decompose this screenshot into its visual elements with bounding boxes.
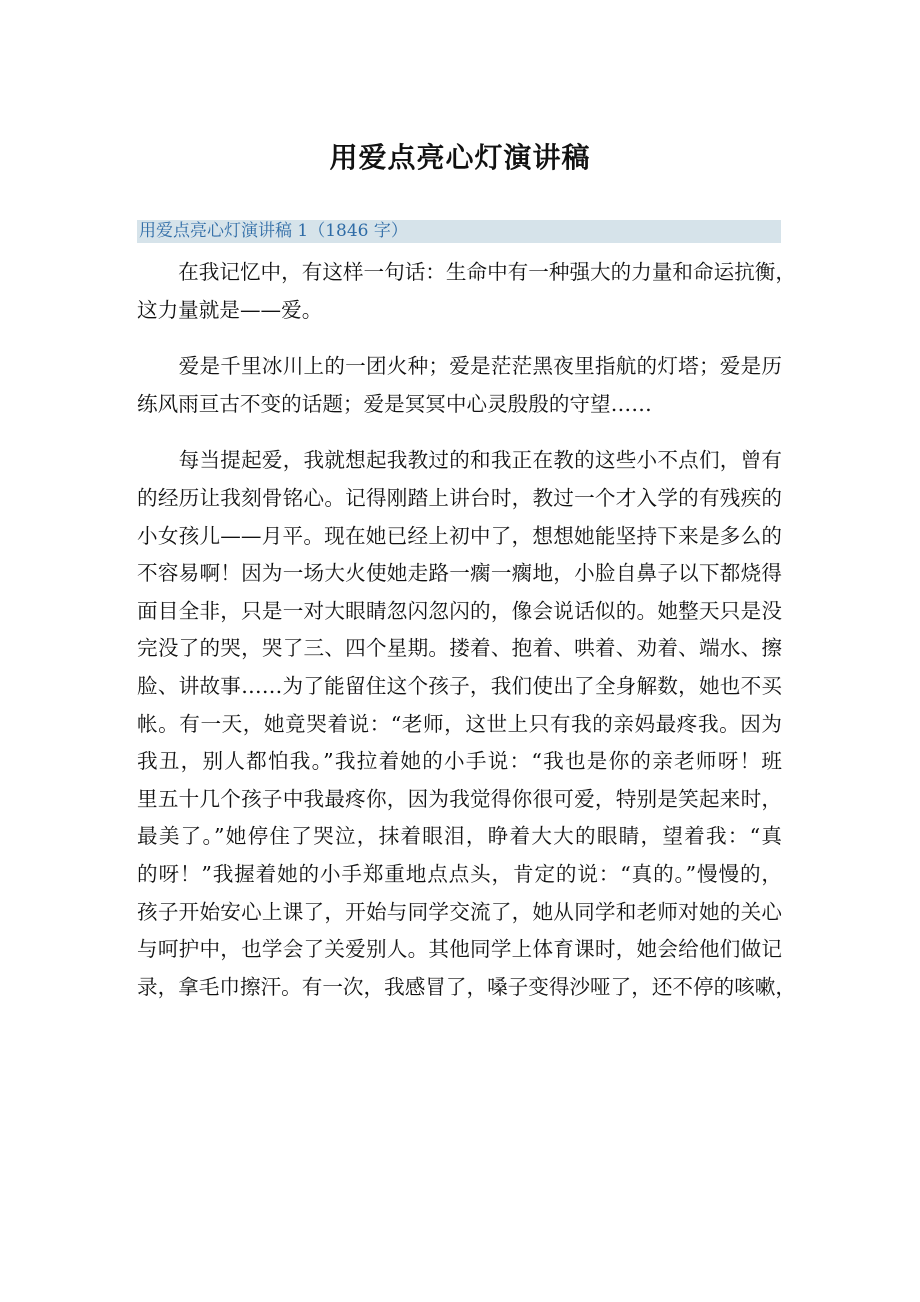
text-line: 面目全非，只是一对大眼睛忽闪忽闪的，像会说话似的。她整天只是没 xyxy=(137,598,782,623)
text-line: 与呵护中，也学会了关爱别人。其他同学上体育课时，她会给他们做记 xyxy=(137,937,782,962)
text-line: 里五十几个孩子中我最疼你，因为我觉得你很可爱，特别是笑起来时， xyxy=(137,786,782,811)
text-line: 练风雨亘古不变的话题；爱是冥冥中心灵殷殷的守望…… xyxy=(137,391,652,416)
text-line: 完没了的哭，哭了三、四个星期。搂着、抱着、哄着、劝着、端水、擦 xyxy=(137,636,782,661)
paragraph-2 xyxy=(137,348,782,423)
text-line: 每当提起爱，我就想起我教过的和我正在教的这些小不点们，曾有 xyxy=(137,448,782,473)
document-title: 用爱点亮心灯演讲稿 xyxy=(329,141,591,174)
text-line: 最美了。”她停住了哭泣，抹着眼泪，睁着大大的眼睛，望着我：“真 xyxy=(137,824,782,849)
text-line: 录，拿毛巾擦汗。有一次，我感冒了，嗓子变得沙哑了，还不停的咳嗽， xyxy=(137,974,796,999)
text-line: 不容易啊！因为一场大火使她走路一瘸一瘸地，小脸自鼻子以下都烧得 xyxy=(137,561,782,586)
text-line: 这力量就是——爱。 xyxy=(137,297,323,322)
text-line: 帐。有一天，她竟哭着说：“老师，这世上只有我的亲妈最疼我。因为 xyxy=(137,711,782,736)
document-body xyxy=(137,254,796,1006)
text-line: 小女孩儿——月平。现在她已经上初中了，想想她能坚持下来是多么的 xyxy=(137,523,782,548)
text-line: 的经历让我刻骨铭心。记得刚踏上讲台时，教过一个才入学的有残疾的 xyxy=(137,485,782,510)
text-line: 的呀！”我握着她的小手郑重地点点头，肯定的说：“真的。”慢慢的， xyxy=(137,861,782,886)
section-heading: 用爱点亮心灯演讲稿 1（1846 字） xyxy=(137,220,781,243)
text-line: 孩子开始安心上课了，开始与同学交流了，她从同学和老师对她的关心 xyxy=(137,899,782,924)
text-line: 在我记忆中，有这样一句话：生命中有一种强大的力量和命运抗衡， xyxy=(137,260,796,284)
paragraph-3 xyxy=(137,442,796,1006)
paragraph-1 xyxy=(137,254,796,329)
text-line: 脸、讲故事……为了能留住这个孩子，我们使出了全身解数，她也不买 xyxy=(137,673,782,698)
text-line: 爱是千里冰川上的一团火种；爱是茫茫黑夜里指航的灯塔；爱是历 xyxy=(137,354,782,379)
text-line: 我丑，别人都怕我。”我拉着她的小手说：“我也是你的亲老师呀！班 xyxy=(137,749,782,774)
